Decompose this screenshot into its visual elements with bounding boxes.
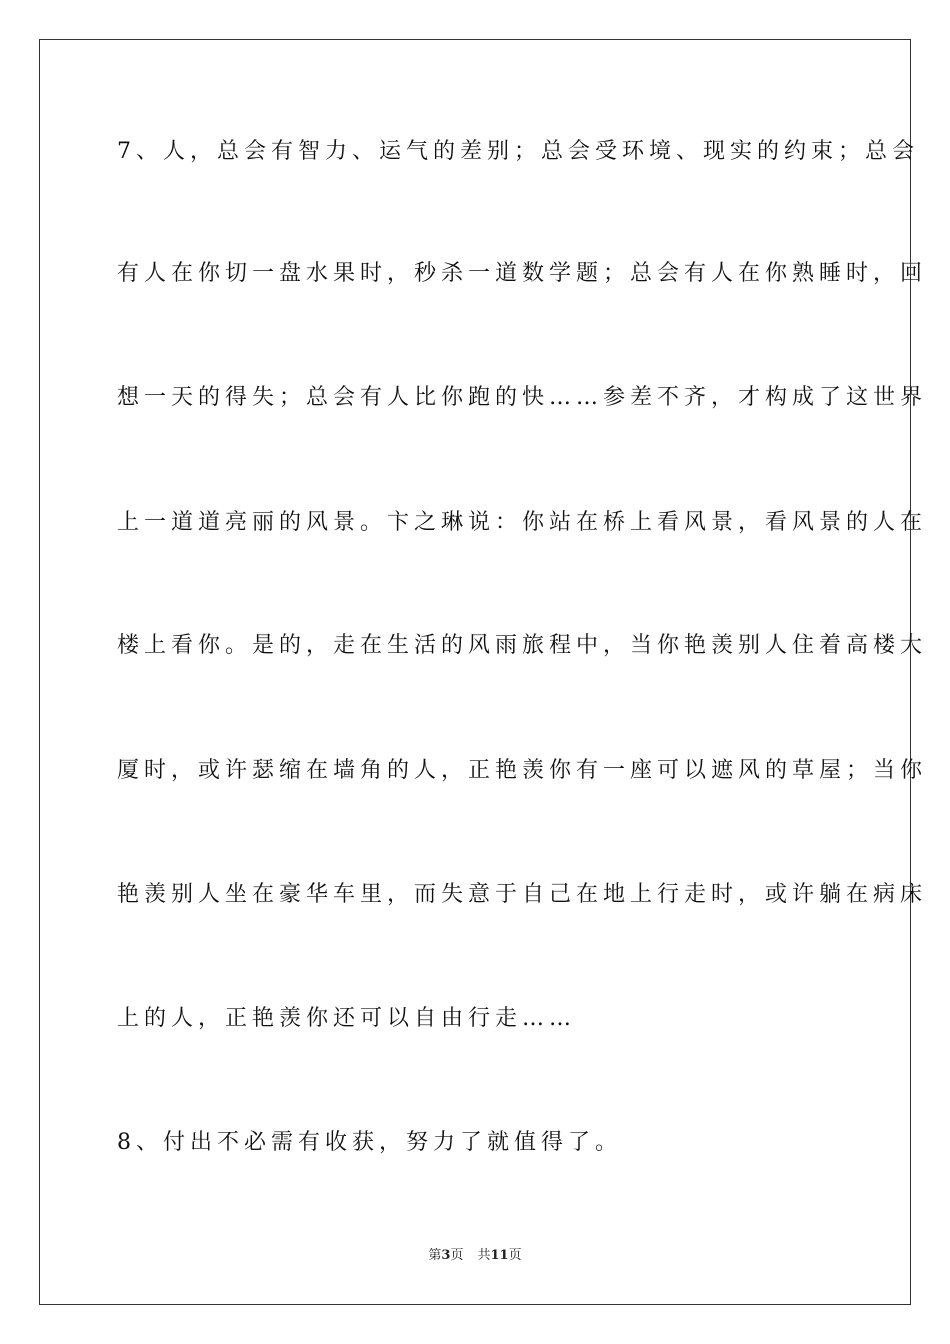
paragraph-8-line-1: 8、付出不必需有收获，努力了就值得了。 (117, 1130, 622, 1155)
paragraph-7-line-4: 上一道道亮丽的风景。卞之琳说：你站在桥上看风景，看风景的人在 (117, 510, 928, 535)
page-footer (0, 1246, 950, 1266)
page-border (39, 39, 928, 1305)
total-pages-number: 11 (490, 1248, 509, 1263)
footer-total-prefix: 共 (477, 1248, 491, 1263)
paragraph-7-line-1: 7、人，总会有智力、运气的差别；总会受环境、现实的约束；总会 (117, 139, 919, 164)
paragraph-7-line-6: 厦时，或许瑟缩在墙角的人，正艳羡你有一座可以遮风的草屋；当你 (117, 758, 928, 783)
footer-page-suffix: 页 (450, 1248, 464, 1263)
paragraph-7-line-5: 楼上看你。是的，走在生活的风雨旅程中，当你艳羡别人住着高楼大 (117, 633, 928, 658)
paragraph-7-line-2: 有人在你切一盘水果时，秒杀一道数学题；总会有人在你熟睡时，回 (117, 261, 928, 286)
footer-prefix: 第 (428, 1248, 442, 1263)
paragraph-7-line-8: 上的人，正艳羡你还可以自由行走…… (117, 1006, 577, 1031)
paragraph-7-line-7: 艳羡别人坐在豪华车里，而失意于自己在地上行走时，或许躺在病床 (117, 882, 928, 907)
current-page-number: 3 (441, 1248, 451, 1263)
footer-total-suffix: 页 (508, 1248, 522, 1263)
paragraph-7-line-3: 想一天的得失；总会有人比你跑的快……参差不齐，才构成了这世界 (117, 385, 928, 410)
